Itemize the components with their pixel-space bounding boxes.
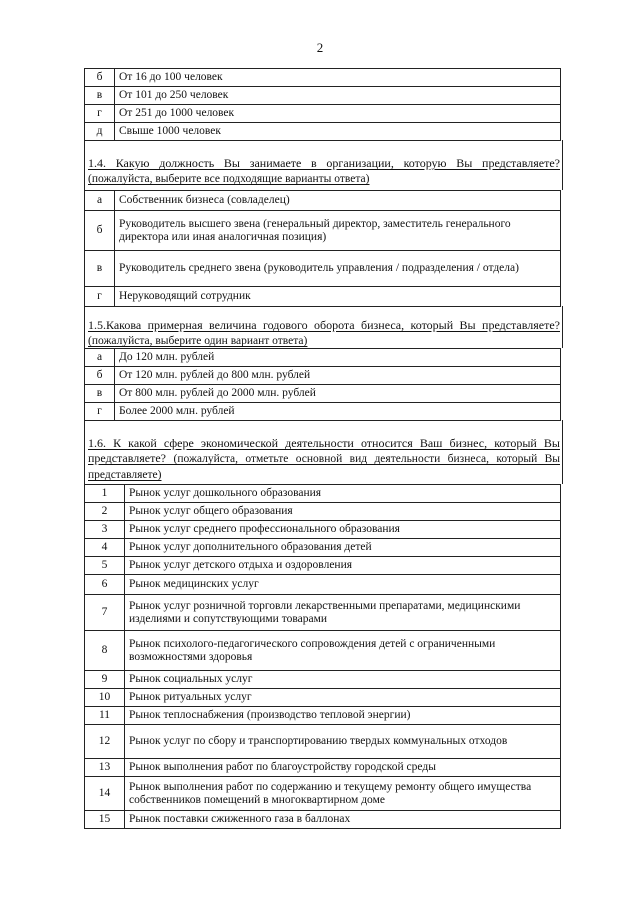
options-table-1-5 (84, 348, 561, 421)
option-text: Рынок медицинских услуг (125, 575, 561, 595)
option-row[interactable] (85, 211, 561, 251)
option-row[interactable] (85, 503, 561, 521)
option-row[interactable] (85, 539, 561, 557)
option-text: Неруководящий сотрудник (115, 287, 561, 307)
option-row[interactable] (85, 123, 561, 141)
options-table-1-4 (84, 190, 561, 307)
option-row[interactable] (85, 759, 561, 777)
option-text: Рынок теплоснабжения (производство тепловой энергии) (125, 707, 561, 725)
option-key: 9 (85, 671, 125, 689)
option-text: Собственник бизнеса (совладелец) (115, 191, 561, 211)
option-key: д (85, 123, 115, 141)
question-1-4 (88, 156, 560, 187)
option-row[interactable] (85, 367, 561, 385)
option-row[interactable] (85, 191, 561, 211)
option-text: Рынок услуг среднего профессионального образования (125, 521, 561, 539)
question-hint: (пожалуйста, отметьте основной вид деятельности бизнеса, который Вы представляете) (88, 453, 560, 481)
option-row[interactable] (85, 87, 561, 105)
option-row[interactable] (85, 105, 561, 123)
option-text: От 251 до 1000 человек (115, 105, 561, 123)
option-text: От 120 млн. рублей до 800 млн. рублей (115, 367, 561, 385)
option-key: 15 (85, 811, 125, 829)
option-key: 7 (85, 595, 125, 631)
option-key: 10 (85, 689, 125, 707)
option-row[interactable] (85, 595, 561, 631)
option-key: 4 (85, 539, 125, 557)
option-key: б (85, 211, 115, 251)
option-text: Рынок услуг детского отдыха и оздоровления (125, 557, 561, 575)
option-text: Рынок услуг дополнительного образования детей (125, 539, 561, 557)
option-key: 14 (85, 777, 125, 811)
option-text: Рынок ритуальных услуг (125, 689, 561, 707)
question-hint: (пожалуйста, выберите все подходящие варианты ответа) (88, 173, 370, 185)
option-key: в (85, 87, 115, 105)
option-key: а (85, 191, 115, 211)
option-row[interactable] (85, 251, 561, 287)
options-table-1-3 (84, 68, 561, 141)
option-text: Рынок выполнения работ по благоустройству городской среды (125, 759, 561, 777)
option-row[interactable] (85, 575, 561, 595)
option-row[interactable] (85, 707, 561, 725)
option-key: 11 (85, 707, 125, 725)
option-row[interactable] (85, 631, 561, 671)
option-key: б (85, 69, 115, 87)
option-key: 13 (85, 759, 125, 777)
option-row[interactable] (85, 689, 561, 707)
option-key: 3 (85, 521, 125, 539)
option-key: г (85, 105, 115, 123)
option-text: Рынок выполнения работ по содержанию и текущему ремонту общего имущества собственников помещений в многоквартирном доме (125, 777, 561, 811)
option-row[interactable] (85, 69, 561, 87)
option-key: б (85, 367, 115, 385)
question-text: 1.6. К какой сфере экономической деятельности относится Ваш бизнес, который Вы представляете? (88, 436, 560, 465)
option-text: Рынок поставки сжиженного газа в баллонах (125, 811, 561, 829)
option-row[interactable] (85, 349, 561, 367)
question-1-6 (88, 436, 560, 483)
option-text: Рынок услуг розничной торговли лекарственными препаратами, медицинскими изделиями и сопутствующими товарами (125, 595, 561, 631)
option-row[interactable] (85, 485, 561, 503)
question-hint: (пожалуйста, выберите один вариант ответа) (88, 335, 308, 347)
option-text: Рынок услуг дошкольного образования (125, 485, 561, 503)
option-row[interactable] (85, 777, 561, 811)
option-key: г (85, 403, 115, 421)
question-text: 1.5.Какова примерная величина годового оборота бизнеса, который Вы представляете? (88, 318, 560, 332)
option-row[interactable] (85, 557, 561, 575)
option-key: 8 (85, 631, 125, 671)
option-text: Более 2000 млн. рублей (115, 403, 561, 421)
option-text: От 16 до 100 человек (115, 69, 561, 87)
option-text: Рынок социальных услуг (125, 671, 561, 689)
option-text: Рынок услуг общего образования (125, 503, 561, 521)
question-text: 1.4. Какую должность Вы занимаете в организации, которую Вы представляете? (88, 156, 560, 170)
question-1-5 (88, 318, 560, 349)
option-key: г (85, 287, 115, 307)
option-row[interactable] (85, 385, 561, 403)
option-key: а (85, 349, 115, 367)
option-key: 1 (85, 485, 125, 503)
option-key: в (85, 385, 115, 403)
option-row[interactable] (85, 521, 561, 539)
option-text: До 120 млн. рублей (115, 349, 561, 367)
option-key: 5 (85, 557, 125, 575)
option-row[interactable] (85, 811, 561, 829)
option-row[interactable] (85, 403, 561, 421)
option-key: 2 (85, 503, 125, 521)
options-table-1-6 (84, 484, 561, 829)
option-row[interactable] (85, 725, 561, 759)
option-text: Рынок услуг по сбору и транспортированию твердых коммунальных отходов (125, 725, 561, 759)
option-row[interactable] (85, 671, 561, 689)
page-number: 2 (316, 40, 324, 55)
option-text: Рынок психолого-педагогического сопровождения детей с ограниченными возможностями здоровья (125, 631, 561, 671)
option-text: Свыше 1000 человек (115, 123, 561, 141)
option-text: Руководитель высшего звена (генеральный директор, заместитель генерального директора или иная аналогичная позиция) (115, 211, 561, 251)
option-text: От 800 млн. рублей до 2000 млн. рублей (115, 385, 561, 403)
option-key: в (85, 251, 115, 287)
option-text: Руководитель среднего звена (руководитель управления / подразделения / отдела) (115, 251, 561, 287)
option-key: 6 (85, 575, 125, 595)
option-key: 12 (85, 725, 125, 759)
option-text: От 101 до 250 человек (115, 87, 561, 105)
option-row[interactable] (85, 287, 561, 307)
